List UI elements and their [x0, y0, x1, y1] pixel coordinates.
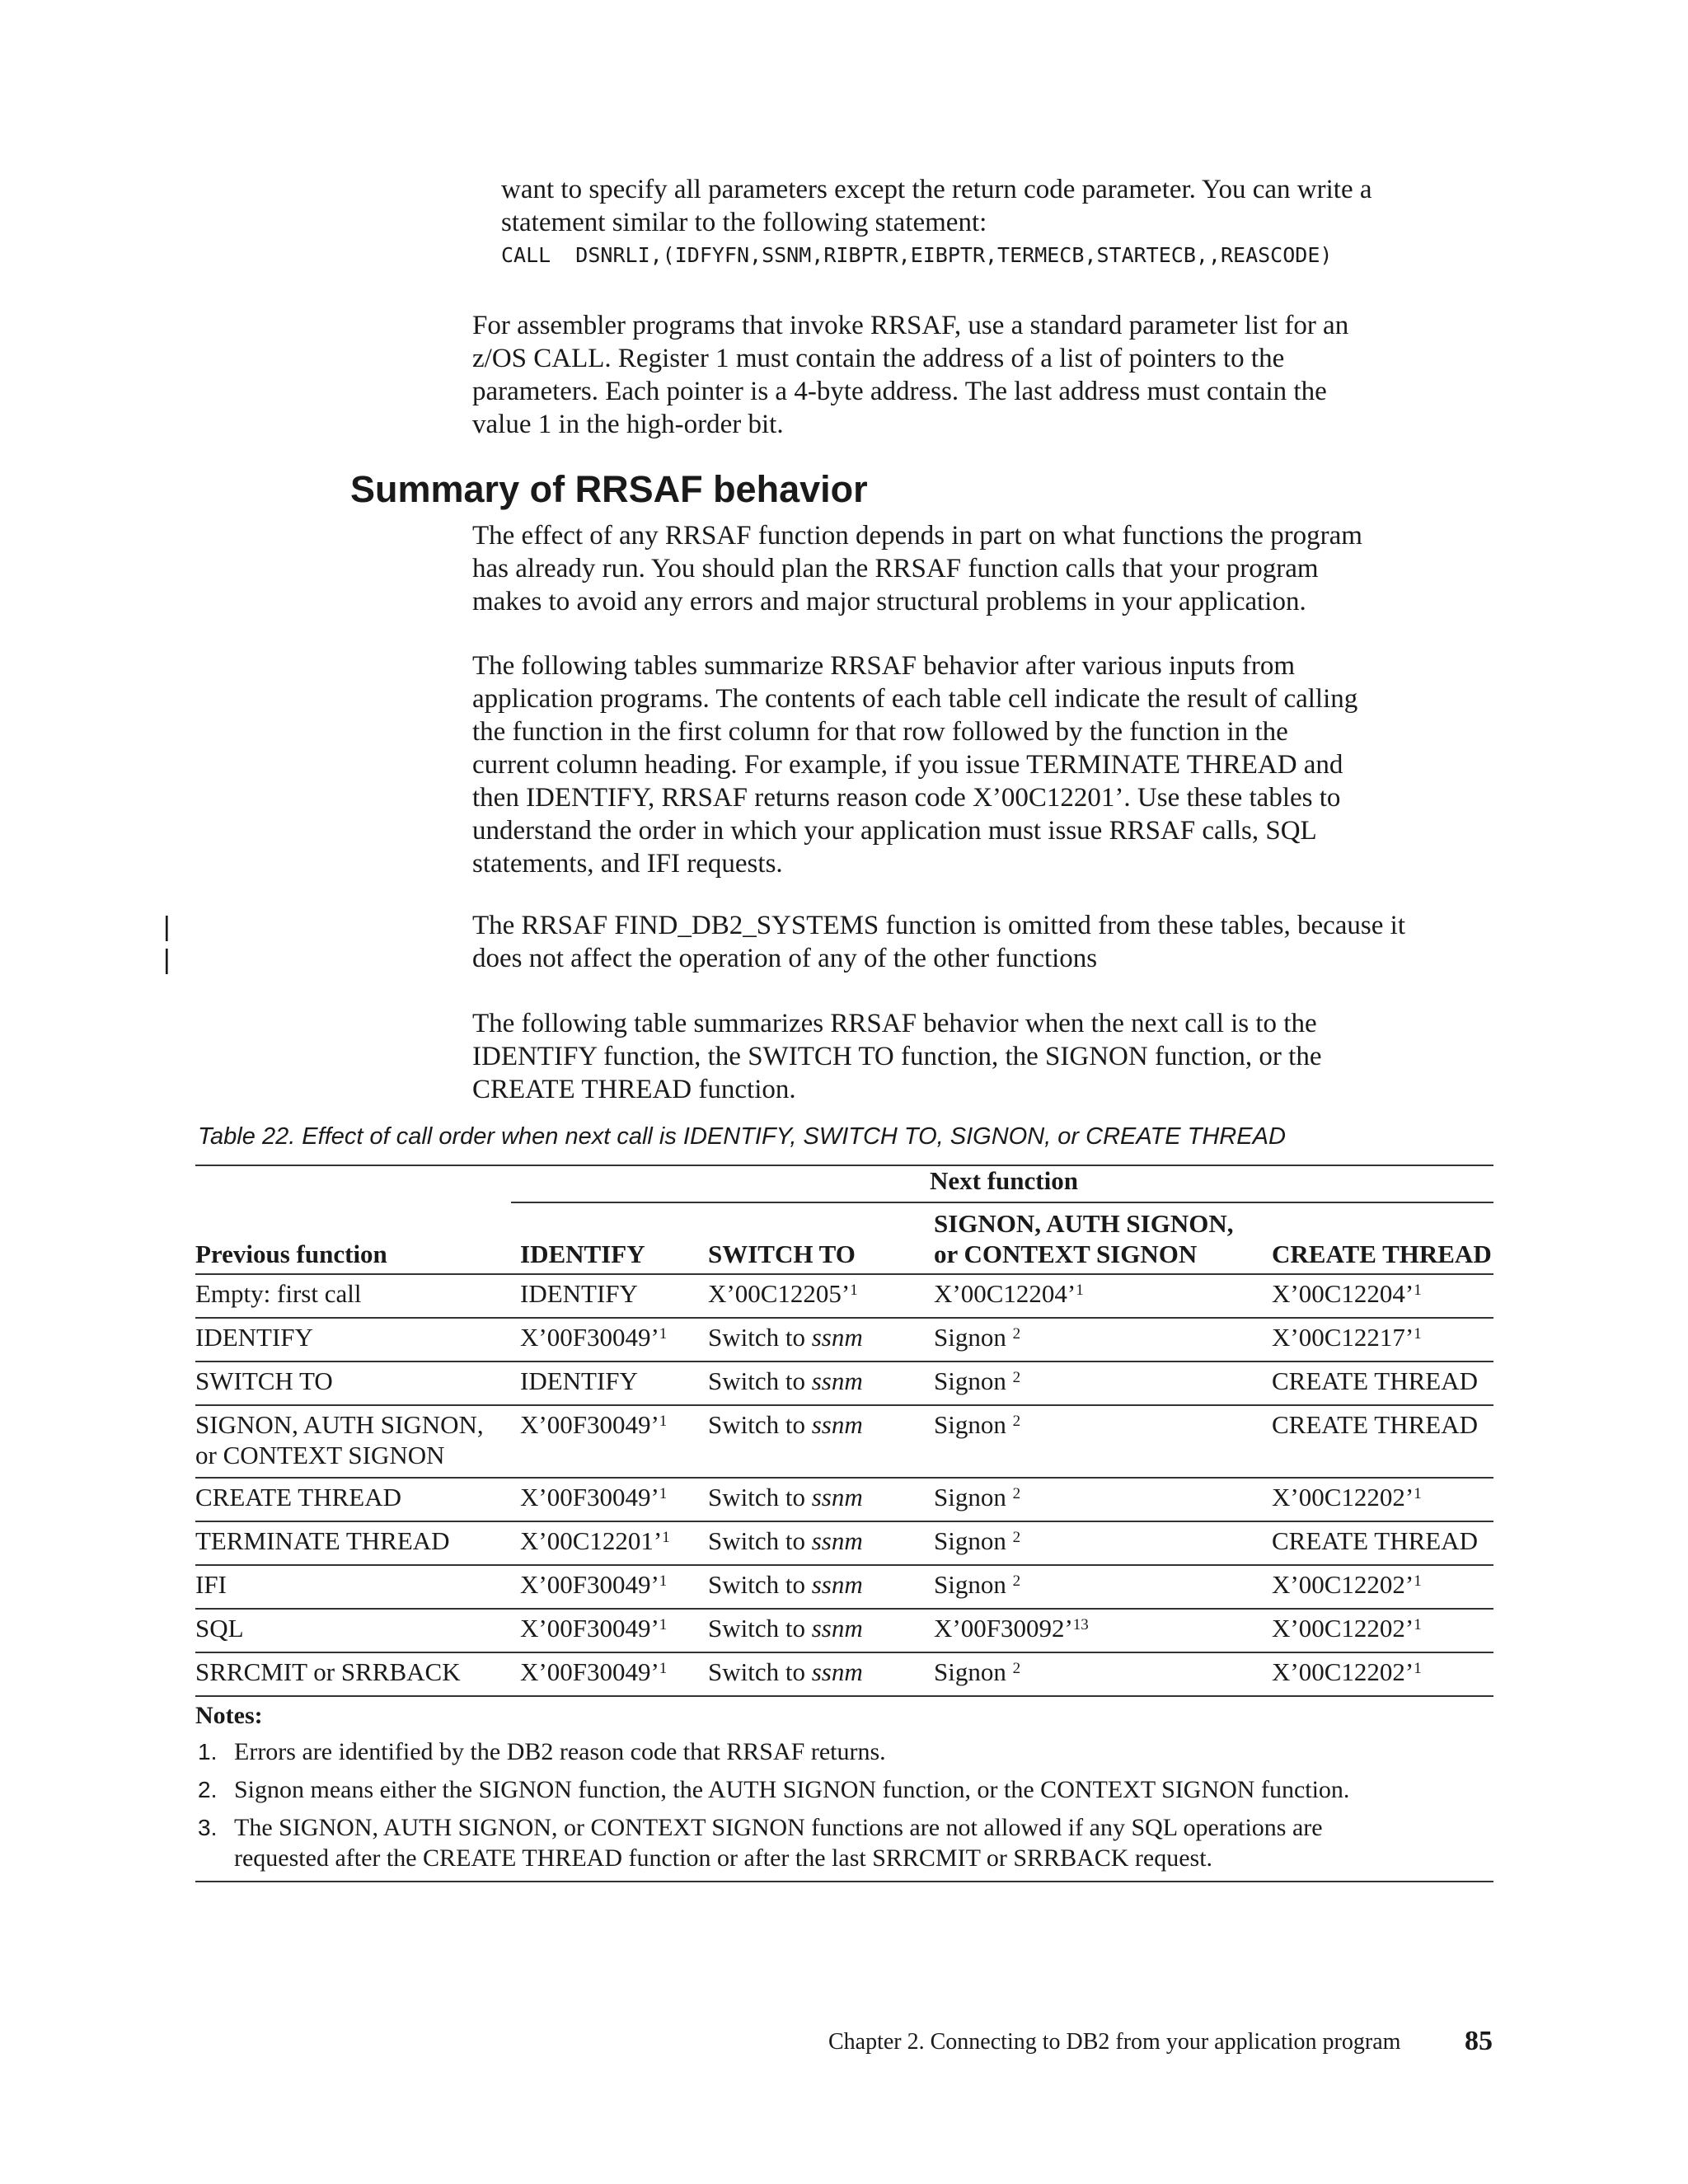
intro-line: want to specify all parameters except the return code parameter. You can write a: [501, 175, 1372, 204]
table-cell: [708, 1322, 863, 1352]
paragraph-line: parameters. Each pointer is a 4-byte address. The last address must contain the: [472, 377, 1327, 406]
paragraph-tables-summary: [472, 649, 1357, 880]
table-cell: [520, 1366, 638, 1396]
cell-line: or CONTEXT SIGNON: [195, 1441, 445, 1469]
footnote-ref: 1: [850, 1282, 858, 1299]
table-cell: [934, 1322, 1020, 1352]
col-header-signon-line: or CONTEXT SIGNON: [934, 1240, 1198, 1268]
note-number: 2.: [198, 1777, 218, 1802]
cell-text: X’00F30049’: [520, 1323, 659, 1352]
cell-line: TERMINATE THREAD: [195, 1526, 450, 1555]
table-cell: [708, 1657, 863, 1687]
previous-function-cell: [195, 1409, 484, 1470]
footnote-ref: 1: [1414, 1616, 1422, 1633]
cell-line: SIGNON, AUTH SIGNON,: [195, 1410, 484, 1439]
footnote-ref: 1: [1414, 1660, 1422, 1677]
paragraph-find-db2: [472, 909, 1405, 975]
paragraph-line: value 1 in the high-order bit.: [472, 410, 784, 439]
footnote-ref: 2: [1012, 1572, 1021, 1590]
table-cell: [1272, 1526, 1478, 1556]
cell-italic-text: ssnm: [811, 1410, 863, 1439]
cell-italic-text: ssnm: [811, 1483, 863, 1511]
cell-text: Switch to: [708, 1526, 812, 1555]
paragraph-line: does not affect the operation of any of the other functions: [472, 944, 1098, 973]
table-cell: [520, 1569, 667, 1600]
note-line: Errors are identified by the DB2 reason code that RRSAF returns.: [234, 1738, 886, 1765]
footnote-ref: 2: [1012, 1413, 1021, 1430]
cell-text: Switch to: [708, 1657, 812, 1686]
table-cell: [708, 1526, 863, 1556]
row-rule: [195, 1521, 1493, 1522]
paragraph-line: IDENTIFY function, the SWITCH TO function, the SIGNON function, or the: [472, 1042, 1322, 1071]
cell-line: SRRCMIT or SRRBACK: [195, 1657, 461, 1686]
previous-function-cell: [195, 1569, 227, 1600]
cell-text: Signon: [934, 1410, 1013, 1439]
table-cell: [934, 1409, 1020, 1440]
table-top-rule: [195, 1165, 1493, 1166]
assembler-paragraph: [472, 309, 1348, 441]
col-header-switch-to: SWITCH TO: [708, 1240, 856, 1268]
row-rule: [195, 1477, 1493, 1479]
previous-function-cell: [195, 1613, 244, 1643]
footnote-ref: 1: [659, 1485, 668, 1502]
cell-text: X’00C12202’: [1272, 1483, 1414, 1511]
paragraph-line: The RRSAF FIND_DB2_SYSTEMS function is omitted from these tables, because it: [472, 911, 1406, 940]
table-cell: [1272, 1278, 1422, 1309]
change-bar: |: [163, 944, 171, 974]
table-cell: [934, 1613, 1089, 1643]
cell-italic-text: ssnm: [811, 1526, 863, 1555]
note-number: 3.: [198, 1815, 218, 1840]
intro-text: [501, 173, 1372, 272]
col-header-identify: IDENTIFY: [520, 1240, 645, 1268]
col-header-signon-line: SIGNON, AUTH SIGNON,: [934, 1209, 1234, 1238]
cell-line: CREATE THREAD: [195, 1483, 402, 1511]
cell-text: Signon: [934, 1323, 1013, 1352]
paragraph-line: For assembler programs that invoke RRSAF, use a standard parameter list for an: [472, 311, 1349, 340]
paragraph-line: z/OS CALL. Register 1 must contain the address of a list of pointers to the: [472, 344, 1285, 373]
page-number: 85: [1465, 2026, 1493, 2056]
footnote-ref: 2: [1012, 1660, 1021, 1677]
paragraph-line: statements, and IFI requests.: [472, 849, 783, 879]
previous-function-cell: [195, 1366, 333, 1396]
cell-text: X’00C12202’: [1272, 1614, 1414, 1643]
cell-text: X’00C12204’: [1272, 1279, 1414, 1308]
table-caption: Table 22. Effect of call order when next call is IDENTIFY, SWITCH TO, SIGNON, or CREATE THREAD: [198, 1123, 1286, 1150]
paragraph-line: CREATE THREAD function.: [472, 1075, 796, 1104]
previous-function-cell: [195, 1482, 401, 1512]
paragraph-line: then IDENTIFY, RRSAF returns reason code X’00C12201’. Use these tables to: [472, 783, 1341, 813]
cell-line: IFI: [195, 1570, 227, 1599]
row-rule: [195, 1564, 1493, 1566]
row-rule: [195, 1608, 1493, 1610]
table-cell: [520, 1657, 667, 1687]
section-heading: Summary of RRSAF behavior: [350, 468, 868, 510]
cell-text: X’00C12202’: [1272, 1570, 1414, 1599]
table-header-rule: [195, 1273, 1493, 1275]
row-rule: [195, 1652, 1493, 1653]
footnote-ref: 1: [662, 1529, 670, 1546]
cell-text: Switch to: [708, 1410, 812, 1439]
cell-line: Empty: first call: [195, 1279, 362, 1308]
cell-italic-text: ssnm: [811, 1657, 863, 1686]
note-line: The SIGNON, AUTH SIGNON, or CONTEXT SIGNON functions are not allowed if any SQL operations are: [234, 1814, 1323, 1841]
cell-text: CREATE THREAD: [1272, 1366, 1479, 1395]
previous-function-cell: [195, 1526, 450, 1556]
footnote-ref: 2: [1012, 1325, 1021, 1343]
cell-text: IDENTIFY: [520, 1366, 638, 1395]
cell-text: X’00C12205’: [708, 1279, 851, 1308]
footnote-ref: 1: [1414, 1282, 1422, 1299]
cell-text: X’00C12217’: [1272, 1323, 1414, 1352]
paragraph-line: The following table summarizes RRSAF behavior when the next call is to the: [472, 1009, 1317, 1038]
paragraph-line: application programs. The contents of each table cell indicate the result of calling: [472, 684, 1358, 714]
paragraph-line: The following tables summarize RRSAF behavior after various inputs from: [472, 651, 1296, 681]
cell-text: X’00F30049’: [520, 1410, 659, 1439]
table-cell: [520, 1482, 667, 1512]
footnote-ref: 1: [659, 1616, 668, 1633]
table-cell: [520, 1526, 670, 1556]
paragraph-line: the function in the first column for that row followed by the function in the: [472, 717, 1288, 747]
notes-label: Notes:: [195, 1702, 263, 1729]
paragraph-line: current column heading. For example, if you issue TERMINATE THREAD and: [472, 750, 1343, 780]
cell-text: CREATE THREAD: [1272, 1410, 1479, 1439]
table-cell: [520, 1613, 667, 1643]
table-cell: [520, 1278, 638, 1309]
row-rule: [195, 1695, 1493, 1697]
paragraph-line: makes to avoid any errors and major structural problems in your application.: [472, 587, 1306, 616]
cell-text: X’00F30049’: [520, 1570, 659, 1599]
table-cell: [1272, 1482, 1422, 1512]
cell-italic-text: ssnm: [811, 1323, 863, 1352]
cell-italic-text: ssnm: [811, 1366, 863, 1395]
footnote-ref: 1: [659, 1572, 668, 1590]
cell-text: Signon: [934, 1570, 1013, 1599]
footnote-ref: 13: [1072, 1616, 1089, 1633]
footnote-ref: 1: [1414, 1572, 1422, 1590]
col-header-signon: [934, 1208, 1233, 1269]
cell-text: X’00F30049’: [520, 1483, 659, 1511]
table-cell: [934, 1366, 1020, 1396]
cell-text: X’00F30092’: [934, 1614, 1073, 1643]
footnote-ref: 2: [1012, 1369, 1021, 1386]
table-cell: [934, 1569, 1020, 1600]
table-cell: [708, 1409, 863, 1440]
table-cell: [1272, 1657, 1422, 1687]
table-cell: [520, 1409, 667, 1440]
row-rule: [195, 1361, 1493, 1362]
footnote-ref: 2: [1012, 1485, 1021, 1502]
footnote-ref: 1: [659, 1660, 668, 1677]
cell-italic-text: ssnm: [811, 1614, 863, 1643]
table-cell: [1272, 1613, 1422, 1643]
table-cell: [934, 1278, 1084, 1309]
paragraph-line: The effect of any RRSAF function depends in part on what functions the program: [472, 521, 1362, 551]
footnote-ref: 1: [1414, 1485, 1422, 1502]
footnote-ref: 2: [1012, 1529, 1021, 1546]
table-cell: [708, 1278, 858, 1309]
table-cell: [1272, 1322, 1422, 1352]
change-bar: |: [163, 911, 171, 941]
cell-italic-text: ssnm: [811, 1570, 863, 1599]
paragraph-next-call: [472, 1007, 1321, 1106]
paragraph-line: understand the order in which your application must issue RRSAF calls, SQL: [472, 816, 1317, 846]
table-cell: [708, 1613, 863, 1643]
table-cell: [708, 1569, 863, 1600]
note-line: Signon means either the SIGNON function, the AUTH SIGNON function, or the CONTEXT SIGNON function.: [234, 1776, 1350, 1803]
footnote-ref: 1: [1414, 1325, 1422, 1343]
previous-function-cell: [195, 1322, 313, 1352]
code-statement: CALL DSNRLI,(IDFYFN,SSNM,RIBPTR,EIBPTR,TERMECB,STARTECB,,REASCODE): [501, 243, 1333, 267]
cell-text: Switch to: [708, 1570, 812, 1599]
cell-text: IDENTIFY: [520, 1279, 638, 1308]
cell-text: Switch to: [708, 1323, 812, 1352]
table-cell: [934, 1657, 1020, 1687]
row-rule: [195, 1404, 1493, 1406]
footnote-ref: 1: [659, 1325, 668, 1343]
table-cell: [708, 1482, 863, 1512]
col-header-create-thread: CREATE THREAD: [1272, 1240, 1492, 1268]
cell-text: Switch to: [708, 1483, 812, 1511]
intro-line: statement similar to the following statement:: [501, 208, 987, 237]
cell-text: X’00C12204’: [934, 1279, 1076, 1308]
footnote-ref: 1: [1076, 1282, 1084, 1299]
table-group-rule: [511, 1202, 1493, 1203]
note-text: [234, 1774, 1349, 1805]
footer-chapter: Chapter 2. Connecting to DB2 from your application program: [828, 2029, 1401, 2055]
col-header-previous: Previous function: [195, 1240, 387, 1268]
note-number: 1.: [198, 1739, 218, 1765]
table-cell: [1272, 1366, 1478, 1396]
previous-function-cell: [195, 1278, 361, 1309]
cell-text: X’00C12202’: [1272, 1657, 1414, 1686]
cell-line: SQL: [195, 1614, 244, 1643]
next-function-header: Next function: [930, 1166, 1078, 1195]
cell-text: CREATE THREAD: [1272, 1526, 1479, 1555]
table-cell: [934, 1482, 1020, 1512]
cell-text: Switch to: [708, 1614, 812, 1643]
note-text: [234, 1812, 1323, 1873]
table-cell: [934, 1526, 1020, 1556]
footnote-ref: 1: [659, 1413, 668, 1430]
cell-text: Signon: [934, 1526, 1013, 1555]
note-line: requested after the CREATE THREAD function or after the last SRRCMIT or SRRBACK request.: [234, 1844, 1213, 1872]
previous-function-cell: [195, 1657, 461, 1687]
cell-text: Signon: [934, 1483, 1013, 1511]
cell-text: Switch to: [708, 1366, 812, 1395]
paragraph-line: has already run. You should plan the RRSAF function calls that your program: [472, 554, 1319, 583]
cell-text: X’00F30049’: [520, 1614, 659, 1643]
paragraph-effect: [472, 519, 1362, 618]
table-cell: [520, 1322, 667, 1352]
note-text: [234, 1736, 886, 1767]
cell-text: X’00C12201’: [520, 1526, 663, 1555]
table-cell: [1272, 1569, 1422, 1600]
cell-line: SWITCH TO: [195, 1366, 333, 1395]
row-rule: [195, 1317, 1493, 1319]
cell-text: X’00F30049’: [520, 1657, 659, 1686]
cell-line: IDENTIFY: [195, 1323, 313, 1352]
cell-text: Signon: [934, 1657, 1013, 1686]
table-cell: [1272, 1409, 1478, 1440]
table-bottom-rule: [195, 1881, 1493, 1882]
table-cell: [708, 1366, 863, 1396]
cell-text: Signon: [934, 1366, 1013, 1395]
